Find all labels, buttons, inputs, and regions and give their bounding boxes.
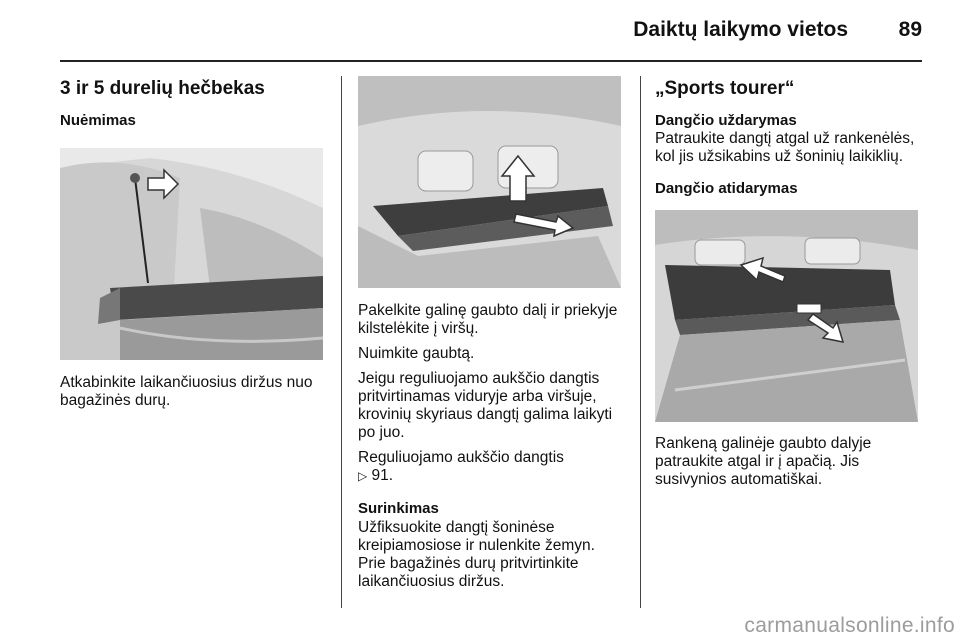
text-line: laikančiuosius diržus.: [358, 573, 505, 590]
section-title-hatchback: 3 ir 5 durelių hečbekas: [60, 78, 265, 99]
text-line: Reguliuojamo aukščio dangtis: [358, 449, 564, 466]
figure-lift-cover: [358, 76, 621, 288]
page-number: 89: [898, 18, 922, 41]
caption-line: Atkabinkite laikančiuosius diržus nuo: [60, 374, 313, 391]
text-line: kreipiamosiose ir nulenkite žemyn.: [358, 537, 595, 554]
figure-tailgate-straps: [60, 148, 323, 360]
subtitle-removal: Nuėmimas: [60, 112, 136, 129]
column-1: [60, 76, 330, 410]
text-line: po juo.: [358, 424, 405, 441]
column-2: [358, 76, 628, 591]
column-divider-2: [640, 76, 641, 608]
paragraph-cross-reference: [358, 449, 628, 485]
caption-line: bagažinės durų.: [60, 392, 171, 409]
watermark: carmanualsonline.info: [744, 614, 955, 637]
text-line: Patraukite dangtį atgal už rankenėlės,: [655, 130, 915, 147]
section-title-sports-tourer: „Sports tourer“: [655, 78, 795, 99]
text-line: patraukite atgal ir į apačią. Jis: [655, 453, 860, 470]
page-reference-link[interactable]: 91.: [371, 467, 394, 484]
text-line: Jeigu reguliuojamo aukščio dangtis: [358, 370, 600, 387]
subtitle-closing-cover: Dangčio uždarymas: [655, 112, 797, 129]
text-line: Užfiksuokite dangtį šoninėse: [358, 519, 555, 536]
text-line: krovinių skyriaus dangtį galima laikyti: [358, 406, 613, 423]
running-header-title: Daiktų laikymo vietos: [633, 18, 848, 41]
paragraph-assembly: [358, 519, 628, 591]
paragraph-closing-cover: [655, 130, 925, 166]
text-line: Pakelkite galinę gaubto dalį ir priekyje: [358, 302, 618, 319]
text-line: kol jis užsikabins už šoninių laikiklių.: [655, 148, 904, 165]
caption-remove-straps: [60, 374, 330, 410]
column-divider-1: [341, 76, 342, 608]
paragraph-adjustable-floor: [358, 370, 628, 442]
paragraph-opening-cover: [655, 435, 925, 489]
text-line: Rankeną galinėje gaubto dalyje: [655, 435, 872, 452]
subtitle-assembly: Surinkimas: [358, 500, 439, 517]
subtitle-opening-cover: Dangčio atidarymas: [655, 180, 798, 197]
paragraph-lift: [358, 302, 628, 338]
text-line: susivynios automatiškai.: [655, 471, 823, 488]
header-rule: [60, 60, 922, 62]
figure-open-cover: [655, 210, 918, 422]
triangle-right-icon: ▷: [358, 469, 368, 483]
column-3: [655, 76, 925, 489]
text-line: Prie bagažinės durų pritvirtinkite: [358, 555, 579, 572]
paragraph-remove-cover: Nuimkite gaubtą.: [358, 345, 475, 362]
text-line: pritvirtinamas viduryje arba viršuje,: [358, 388, 597, 405]
text-line: kilstelėkite į viršų.: [358, 320, 479, 337]
